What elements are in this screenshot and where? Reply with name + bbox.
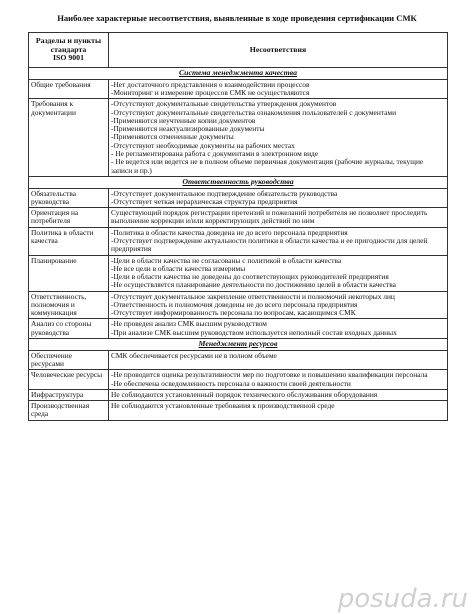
header-section-cell [29, 33, 109, 68]
header-line: стандарта [50, 44, 87, 54]
nonconformity-item: -Не проведен анализ СМК высшим руководством [111, 319, 267, 329]
nonconformity-item: -При анализе СМК высшим руководством используется неполный состав входных данных [111, 327, 397, 337]
table-row [29, 370, 448, 390]
clause-name-cell: Политика в области качества [29, 227, 109, 255]
nonconformity-cell [109, 370, 448, 390]
nonconformity-item: -Отсутствует документальное закрепление ответственности и полномочий некоторых лиц [111, 291, 395, 301]
nonconformity-item: -Отсутствует четкая иерархическая структура предприятия [111, 196, 298, 206]
header-line: Разделы и пункты [35, 35, 102, 45]
nonconformity-cell [109, 255, 448, 291]
nonconformity-item: -Отсутствуют необходимые документы на рабочих местах [111, 140, 295, 150]
nonconformity-item: -Отсутствуют документальные свидетельства утверждения документов [111, 99, 337, 109]
nonconformity-item: -Ответственность и полномочия доведены не до всего персонала предприятия [111, 299, 358, 309]
document-title: Наиболее характерные несоответствия, выявленные в ходе проведения сертификации СМК [57, 13, 417, 23]
nonconformity-cell [109, 291, 448, 319]
table-row [29, 188, 448, 208]
table-row [29, 208, 448, 228]
nonconformity-item: -Применяются отмененные документы [111, 132, 234, 142]
nonconformity-item: -Не осуществляется планирование деятельности по достижению целей в области качества [111, 280, 396, 290]
clause-name-cell: Ответственность, полномочия и коммуникация [29, 291, 109, 319]
nonconformity-item: Не соблюдаются установленный порядок технического обслуживания оборудования [111, 389, 378, 399]
nonconformity-cell [109, 401, 448, 421]
nonconformity-item: Не соблюдаются установленные требования к производственной среде [111, 401, 335, 411]
clause-name-cell: Ориентация на потребителя [29, 208, 109, 228]
header-line: ISO 9001 [53, 53, 84, 63]
table-row [29, 389, 448, 400]
section-title: Менеджмент ресурсов [29, 339, 448, 351]
header-nonconformity-cell: Несоответствия [109, 33, 448, 68]
nonconformity-item: -Не обеспечена осведомленность персонала о важности своей деятельности [111, 378, 351, 388]
table-row [29, 255, 448, 291]
table-row [29, 401, 448, 421]
nonconformity-item: -Цели в области качества не доведены до соответствующих руководителей предприятия [111, 272, 389, 282]
clause-name-cell: Требования к документации [29, 99, 109, 177]
nonconformity-item: -Не все цели в области качества измеримы [111, 263, 246, 273]
nonconformity-item: -Политика в области качества доведена не до всего персонала предприятия [111, 227, 348, 237]
nonconformity-item: - Не ведется или ведется не в полном объеме первичная документация (рабочие журналы, текущие записи и пр.) [111, 157, 424, 175]
section-title: Ответственность руководства [29, 176, 448, 188]
clause-name-cell: Общие требования [29, 79, 109, 99]
nonconformity-cell [109, 319, 448, 339]
table-row [29, 291, 448, 319]
clause-name-cell: Производственная среда [29, 401, 109, 421]
watermark: posuda.ru [337, 584, 468, 614]
section-header-row [29, 339, 448, 351]
table-row [29, 319, 448, 339]
table-row [29, 79, 448, 99]
clause-name-cell: Обеспечение ресурсами [29, 350, 109, 370]
nonconformity-item: -Отсутствует документальное подтверждение обязательств руководства [111, 188, 338, 198]
table-row [29, 99, 448, 177]
section-header-row [29, 176, 448, 188]
nonconformity-cell [109, 208, 448, 228]
nonconformity-cell [109, 389, 448, 400]
section-header-row [29, 68, 448, 80]
nonconformity-cell [109, 227, 448, 255]
clause-name-cell: Человеческие ресурсы [29, 370, 109, 390]
table-body [29, 68, 448, 421]
nonconformity-table [28, 32, 448, 421]
nonconformity-item: Существующий порядок регистрации претензий и пожеланий потребителя не позволяет проследить выполнение коррекции и/или корректирующих действий по ним [111, 208, 428, 226]
clause-name-cell: Анализ со стороны руководства [29, 319, 109, 339]
clause-name-cell: Инфраструктура [29, 389, 109, 400]
nonconformity-cell [109, 79, 448, 99]
nonconformity-item: -Цели в области качества не согласованы с политикой в области качества [111, 255, 342, 265]
nonconformity-item: СМК обеспечивается ресурсами не в полном объеме [111, 350, 277, 360]
nonconformity-item: -Отсутствуют документальные свидетельства ознакомления пользователей с документами [111, 107, 397, 117]
section-title: Система менеджмента качества [29, 68, 448, 80]
table-row [29, 350, 448, 370]
nonconformity-cell [109, 99, 448, 177]
nonconformity-item: -Отсутствует информированность персонала по вопросам, касающимся СМК [111, 308, 356, 318]
nonconformity-item: -Отсутствует подтверждение актуальности политики в области качества и ее пригодности для целей предприятия [111, 235, 428, 254]
nonconformity-cell [109, 188, 448, 208]
nonconformity-item: -Нет достаточного представления о взаимодействии процессов [111, 79, 310, 89]
clause-name-cell: Планирование [29, 255, 109, 291]
nonconformity-cell [109, 350, 448, 370]
table-row [29, 227, 448, 255]
nonconformity-item: - Не регламентирована работа с документами в электронном виде [111, 148, 319, 158]
nonconformity-item: -Применяются неактуализированные документы [111, 124, 265, 134]
nonconformity-item: -Применяются неучтенные копии документов [111, 115, 256, 125]
table-header-row [29, 33, 448, 68]
nonconformity-item: -Не проводится оценка результативности мер по подготовке и повышению квалификации персонала [111, 370, 428, 380]
clause-name-cell: Обязательства руководства [29, 188, 109, 208]
nonconformity-item: -Мониторинг и измерение процессов СМК не осуществляются [111, 88, 310, 97]
